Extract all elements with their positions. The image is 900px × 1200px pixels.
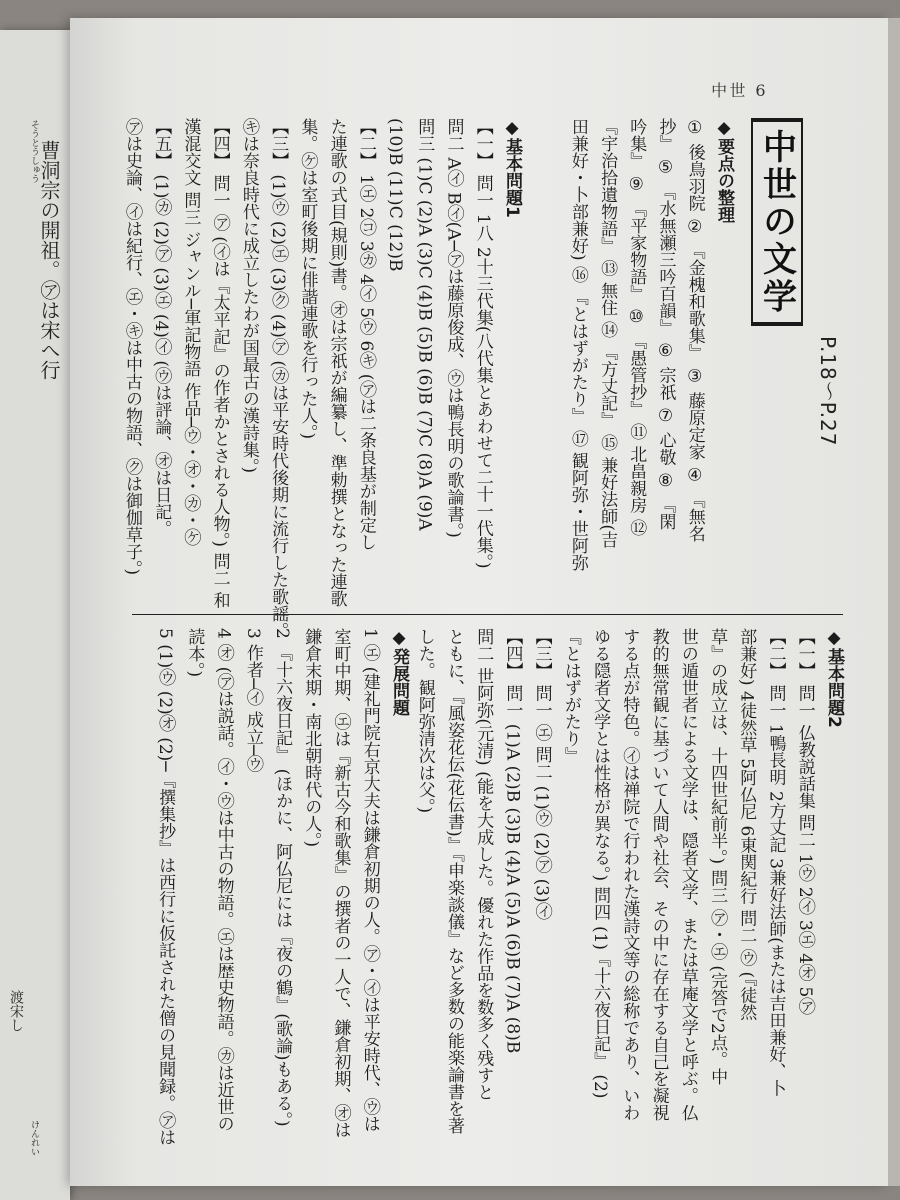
answer-line: 【四】 問一 (1)A (2)B (3)B (4)A (5)A (6)B (7)A (8)B bbox=[502, 628, 523, 1054]
answer-line: 『宇治拾遺物語』 ⑬ 無住 ⑭ 『方丈記』 ⑮ 兼好法師(吉 bbox=[597, 118, 618, 549]
answer-line: (10)B (11)C (12)B bbox=[385, 118, 406, 272]
answer-line: 問二 世阿弥(元清) (能を大成した。優れた作品を数多く残すと bbox=[473, 628, 494, 1101]
answer-line: 読本。) bbox=[184, 628, 205, 678]
answer-line: 問三 (1)C (2)A (3)C (4)B (5)B (6)B (7)C (8)A (9)A bbox=[414, 118, 435, 531]
kihon2-section bbox=[409, 628, 848, 1148]
answer-line: ① 後鳥羽院 ② 『金槐和歌集』 ③ 藤原定家 ④ 『無名 bbox=[684, 118, 705, 542]
left-page-text-lower bbox=[5, 990, 26, 1032]
chapter-title: 中世の文学 bbox=[751, 118, 803, 326]
answer-line: た連歌の式目(規則)書。㋔は宗祇が編纂し、準勅撰となった連歌 bbox=[326, 118, 347, 608]
left-page-line: 渡宋し bbox=[8, 990, 24, 1032]
answer-line: ㋖は奈良時代に成立したわが国最古の漢詩集。) bbox=[238, 118, 259, 474]
answer-line: 【二】 問一 1鴨長明 2方丈記 3兼好法師(または吉田兼好、卜 bbox=[765, 628, 786, 1097]
answer-line: 集。㋘は室町後期に俳諧連歌を行った人。) bbox=[297, 118, 318, 440]
answer-line: 【五】 (1)㋕ (2)㋐ (3)㋓ (4)㋑ (㋒は評論、㋔は日記。 bbox=[151, 118, 172, 537]
page-range: P.18〜P.27 bbox=[816, 336, 840, 447]
section-heading: ◆基本問題1 bbox=[502, 118, 522, 218]
answer-line: 【三】 問一 ㋓ 問二 (1)㋒ (2)㋐ (3)㋑ bbox=[531, 628, 552, 920]
section-heading: ◆基本問題2 bbox=[824, 628, 844, 728]
answer-line: ㋐は史論、㋑は紀行、㋓・㋖は中古の物語、㋗は御伽草子。) bbox=[121, 118, 142, 576]
furigana: そうとうしゅう bbox=[29, 120, 39, 183]
furigana: けんれい bbox=[29, 1120, 39, 1156]
youten-section bbox=[563, 118, 738, 588]
answer-page bbox=[70, 18, 888, 1186]
answer-line: 漢混交文 問三 ジャンル─軍記物語 作品─㋒・㋔・㋕・㋘ bbox=[180, 118, 201, 546]
answer-line: 【二】 1㋓ 2㋙ 3㋕ 4㋑ 5㋒ 6㋖ (㋐は二条良基が制定し bbox=[355, 118, 376, 551]
answer-line: 世の遁世者による文学は、隠者文学、または草庵文学と呼ぶ。仏 bbox=[677, 628, 698, 1121]
answer-line: ともに、『風姿花伝(花伝書)』『申楽談儀』など多数の能楽論書を著 bbox=[443, 628, 464, 1135]
page-edge bbox=[888, 18, 900, 1186]
section-heading: ◆発展問題 bbox=[389, 628, 409, 716]
answer-line: 4 ㋔ (㋐は説話。㋑・㋒は中古の物語。㋓は歴史物語。㋕は近世の bbox=[213, 628, 234, 1133]
section-heading: ◆要点の整理 bbox=[714, 118, 734, 223]
hatten-section bbox=[150, 628, 413, 1148]
answer-line: 鎌倉末期・南北朝時代の人。) bbox=[301, 628, 322, 848]
left-page-line: 曹洞宗の開祖。㋐は宋へ行 bbox=[37, 140, 61, 380]
answer-line: 2 『十六夜日記』 (ほかに、阿仏尼には『夜の鶴』(歌論)もある。) bbox=[272, 628, 293, 1127]
answer-line: 教的無常観に基づいて人間や社会、その中に存在する自己を凝視 bbox=[648, 628, 669, 1121]
answer-line: 『とはずがたり』 bbox=[560, 628, 581, 764]
answer-line: 草』の成立は、十四世紀前半。) 問三 ㋐・㋓ (完答で2点。中 bbox=[707, 628, 728, 1085]
answer-line: 田兼好・卜部兼好) ⑯ 『とはずがたり』 ⑰ 観阿弥・世阿弥 bbox=[567, 118, 588, 572]
answer-line: 部兼好) 4徒然草 5阿仏尼 6東関紀行 問二 ㋒ (『徒然 bbox=[736, 628, 757, 1021]
answer-line: した。観阿弥清次は父。) bbox=[414, 628, 435, 814]
page-header: 中世 6 bbox=[711, 81, 768, 100]
answer-line: 3 作者─㋑ 成立─㋒ bbox=[242, 628, 263, 773]
answer-line: 抄』 ⑤ 『水無瀬三吟百韻』 ⑥ 宗祇 ⑦ 心敬 ⑧ 『閑 bbox=[655, 118, 676, 531]
left-facing-page bbox=[0, 30, 70, 1200]
answer-line: 【一】 問一 1八 2十三代集(八代集とあわせて二十一代集。) bbox=[472, 118, 493, 569]
answer-line: 【四】 問一 ㋐ (㋑は『太平記』の作者かとされる人物。) 問二 和 bbox=[209, 118, 230, 609]
answer-line: 吟集』 ⑨ 『平家物語』 ⑩ 『愚管抄』 ⑪ 北畠親房 ⑫ bbox=[626, 118, 647, 536]
answer-line: 【一】 問一 仏教説話集 問二 1㋒ 2㋑ 3㋓ 4㋔ 5㋐ bbox=[794, 628, 815, 1015]
answer-line: 1 ㋓ (建礼門院右京大夫は鎌倉初期の人。㋐・㋑は平安時代、㋒は bbox=[359, 628, 380, 1133]
answer-line: 5 (1)㋒ (2)㋔ (2)─『撰集抄』は西行に仮託された僧の見聞録。㋐は bbox=[155, 628, 176, 1146]
answer-line: 室町中期、㋓は『新古今和歌集』の撰者の一人で、鎌倉初期、㋔は bbox=[330, 628, 351, 1138]
answer-line: ゆる隠者文学とは性格が異なる。) 問四 (1)『十六夜日記』 (2) bbox=[590, 628, 611, 1099]
left-page-furigana bbox=[27, 120, 41, 183]
answer-line: 問二 A㋑ B㋑(A─㋐は藤原俊成、㋒は鴨長明の歌論書。) bbox=[443, 118, 464, 538]
section-divider bbox=[132, 614, 843, 615]
answer-line: する点が特色。㋑は禅院で行われた漢詩文等の総称であり、いわ bbox=[619, 628, 640, 1121]
answer-line: 【三】 (1)㋒ (2)㋓ (3)㋗ (4)㋐ (㋕は平安時代後期に流行した歌謡。 bbox=[268, 118, 289, 639]
left-page-furigana-lower bbox=[27, 1120, 41, 1156]
kihon1-section bbox=[117, 118, 526, 639]
